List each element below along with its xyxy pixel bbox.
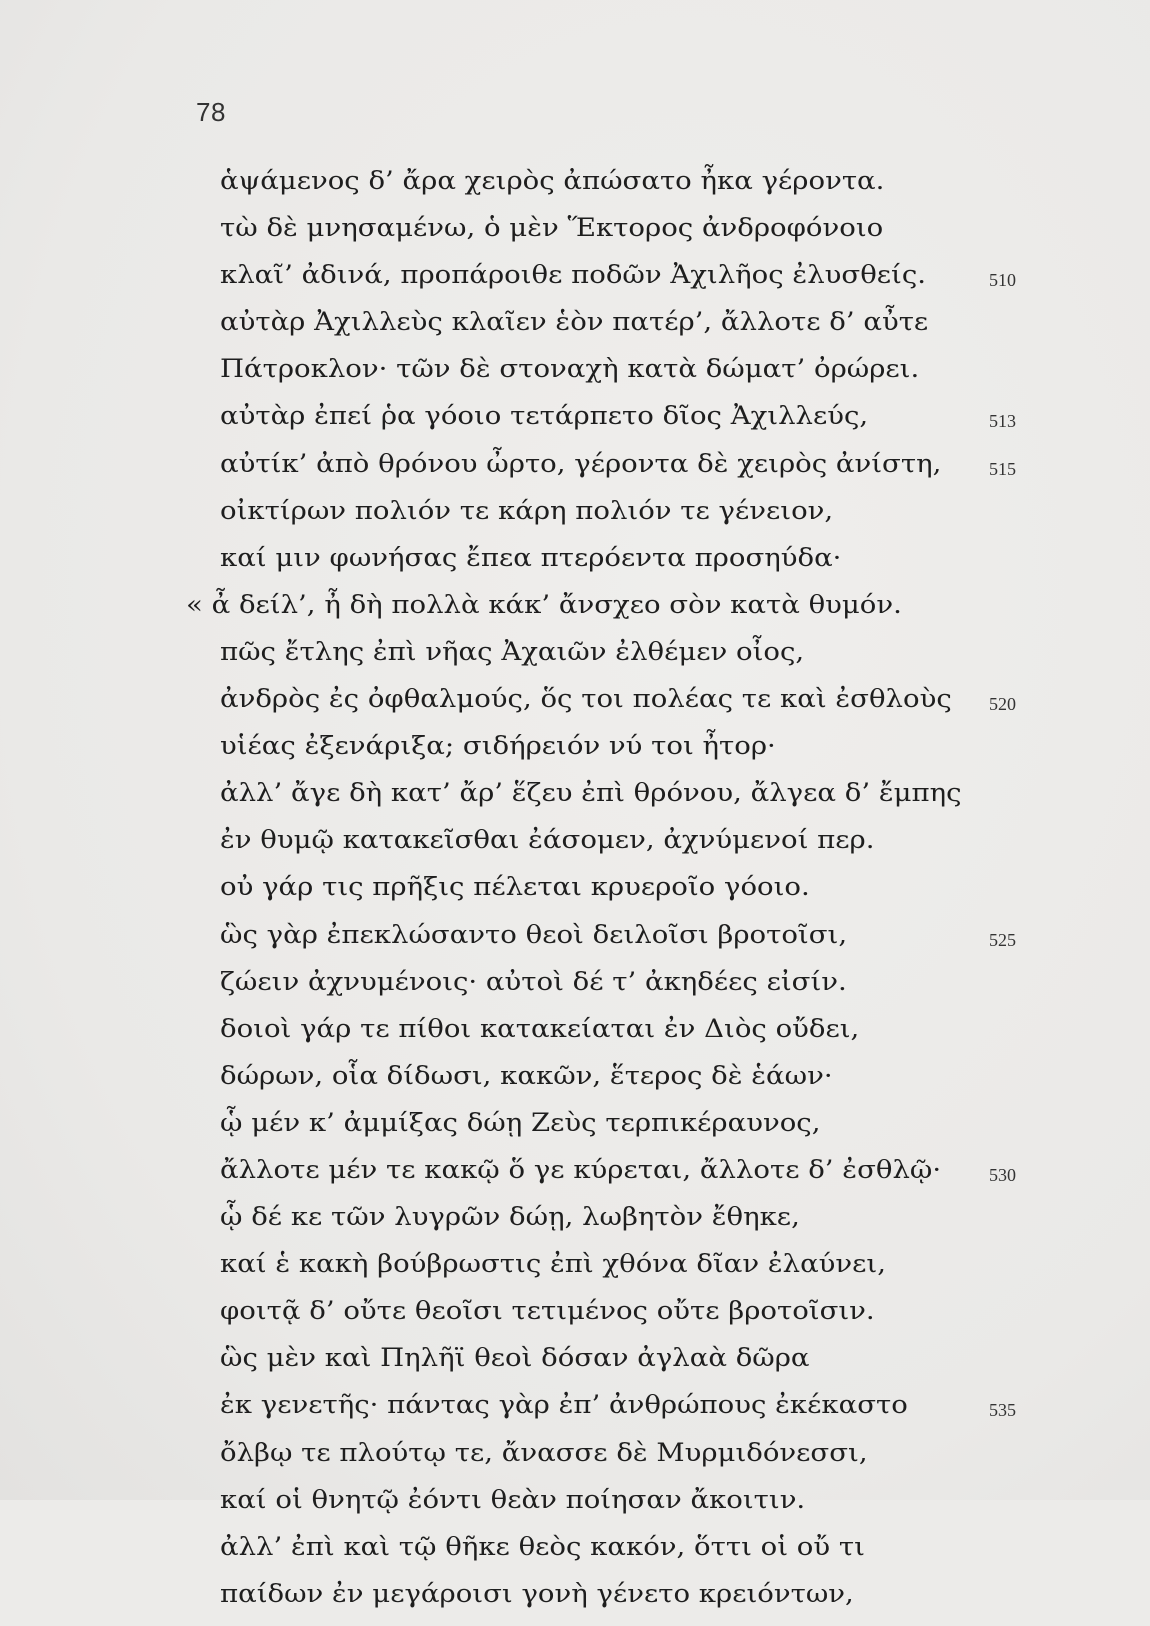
verse-text: « ἆ δείλ’, ἦ δὴ πολλὰ κάκ’ ἄνσχεο σὸν κατὰ θυμόν. xyxy=(186,589,902,620)
verse-text: ἀνδρὸς ἐς ὀφθαλμούς, ὅς τοι πολέας τε καὶ ἐσθλοὺς xyxy=(220,684,952,715)
verse-text: οἰκτίρων πολιόν τε κάρη πολιόν τε γένειον, xyxy=(220,495,834,526)
verse-text: ἐν θυμῷ κατακεῖσθαι ἐάσομεν, ἀχνύμενοί περ. xyxy=(220,825,875,856)
verse-text: καί μιν φωνήσας ἔπεα πτερόεντα προσηύδα· xyxy=(220,542,842,573)
page-number: 78 xyxy=(196,97,226,127)
verse-line xyxy=(0,1532,1150,1579)
verse-line xyxy=(0,637,1150,684)
verse-text: ἀλλ’ ἄγε δὴ κατ’ ἄρ’ ἕζευ ἐπὶ θρόνου, ἄλγεα δ’ ἔμπης xyxy=(220,778,962,809)
verse-text: ζώειν ἀχνυμένοις· αὐτοὶ δέ τ’ ἀκηδέες εἰσίν. xyxy=(220,966,847,997)
verse-line xyxy=(0,260,1150,307)
verse-text: αὐτὰρ ἐπεί ῥα γόοιο τετάρπετο δῖος Ἀχιλλεύς, xyxy=(220,401,869,432)
verse-text: ὄλβῳ τε πλούτῳ τε, ἄνασσε δὲ Μυρμιδόνεσσι, xyxy=(220,1437,868,1468)
verse-text: αὐτὰρ Ἀχιλλεὺς κλαῖεν ἑὸν πατέρ’, ἄλλοτε δ’ αὖτε xyxy=(220,307,929,338)
verse-line xyxy=(0,166,1150,213)
verse-line xyxy=(0,449,1150,496)
verse-text: ἐκ γενετῆς· πάντας γὰρ ἐπ’ ἀνθρώπους ἐκέκαστο xyxy=(220,1390,908,1421)
verse-line xyxy=(0,778,1150,825)
verse-text: ἀλλ’ ἐπὶ καὶ τῷ θῆκε θεὸς κακόν, ὅττι οἱ οὔ τι xyxy=(220,1531,865,1562)
line-number: 530 xyxy=(989,1164,1016,1185)
verse-line xyxy=(0,920,1150,967)
verse-line xyxy=(0,1485,1150,1532)
line-number: 535 xyxy=(989,1400,1016,1421)
verse-line xyxy=(0,1202,1150,1249)
verse-text: ἄλλοτε μέν τε κακῷ ὅ γε κύρεται, ἄλλοτε δ’ ἐσθλῷ· xyxy=(220,1154,942,1185)
verse-line xyxy=(0,496,1150,543)
verse-text: δώρων, οἷα δίδωσι, κακῶν, ἕτερος δὲ ἑάων· xyxy=(220,1060,833,1091)
verse-line xyxy=(0,967,1150,1014)
verse-text: φοιτᾷ δ’ οὔτε θεοῖσι τετιμένος οὔτε βροτοῖσιν. xyxy=(220,1296,875,1327)
verse-text: υἱέας ἐξενάριξα; σιδήρειόν νύ τοι ἦτορ· xyxy=(220,731,776,762)
verse-text: καί ἑ κακὴ βούβρωστις ἐπὶ χθόνα δῖαν ἐλαύνει, xyxy=(220,1249,886,1280)
verse-text: ὣς μὲν καὶ Πηλῆϊ θεοὶ δόσαν ἀγλαὰ δῶρα xyxy=(220,1343,810,1374)
verse-line xyxy=(0,1343,1150,1390)
verse-line xyxy=(0,684,1150,731)
line-number: 513 xyxy=(989,411,1016,432)
verse-line xyxy=(0,401,1150,448)
verse-line xyxy=(0,354,1150,401)
verse-line xyxy=(0,1296,1150,1343)
line-number: 510 xyxy=(989,270,1016,291)
verse-text: ᾧ δέ κε τῶν λυγρῶν δώῃ, λωβητὸν ἔθηκε, xyxy=(220,1202,800,1233)
verse-text: Πάτροκλον· τῶν δὲ στοναχὴ κατὰ δώματ’ ὀρώρει. xyxy=(220,354,920,385)
verse-block xyxy=(0,166,1150,1626)
verse-line xyxy=(0,1108,1150,1155)
verse-line xyxy=(0,872,1150,919)
verse-line xyxy=(0,1579,1150,1626)
verse-line xyxy=(0,590,1150,637)
verse-line xyxy=(0,1249,1150,1296)
verse-line xyxy=(0,825,1150,872)
verse-text: πῶς ἔτλης ἐπὶ νῆας Ἀχαιῶν ἐλθέμεν οἶος, xyxy=(220,636,805,667)
verse-text: παίδων ἐν μεγάροισι γονὴ γένετο κρειόντων, xyxy=(220,1578,854,1609)
verse-text: κλαῖ’ ἀδινά, προπάροιθε ποδῶν Ἀχιλῆος ἐλυσθείς. xyxy=(220,260,927,291)
verse-text: δοιοὶ γάρ τε πίθοι κατακείαται ἐν Διὸς οὔδει, xyxy=(220,1013,860,1044)
verse-line xyxy=(0,1014,1150,1061)
verse-text: αὐτίκ’ ἀπὸ θρόνου ὦρτο, γέροντα δὲ χειρὸς ἀνίστη, xyxy=(220,448,942,479)
verse-text: ᾧ μέν κ’ ἀμμίξας δώῃ Ζεὺς τερπικέραυνος, xyxy=(220,1107,821,1138)
line-number: 520 xyxy=(989,694,1016,715)
line-number: 515 xyxy=(989,458,1016,479)
line-number: 525 xyxy=(989,929,1016,950)
verse-text: καί οἱ θνητῷ ἐόντι θεὰν ποίησαν ἄκοιτιν. xyxy=(220,1484,806,1515)
verse-line xyxy=(0,1438,1150,1485)
verse-line xyxy=(0,731,1150,778)
verse-line xyxy=(0,213,1150,260)
verse-text: ὣς γὰρ ἐπεκλώσαντο θεοὶ δειλοῖσι βροτοῖσι, xyxy=(220,919,848,950)
verse-text: οὐ γάρ τις πρῆξις πέλεται κρυεροῖο γόοιο. xyxy=(220,872,810,903)
verse-line xyxy=(0,1390,1150,1437)
verse-text: τὼ δὲ μνησαμένω, ὁ μὲν Ἕκτορος ἀνδροφόνοιο xyxy=(220,213,884,244)
verse-line xyxy=(0,307,1150,354)
verse-line xyxy=(0,1061,1150,1108)
verse-line xyxy=(0,543,1150,590)
verse-line xyxy=(0,1155,1150,1202)
verse-text: ἁψάμενος δ’ ἄρα χειρὸς ἀπώσατο ἦκα γέροντα. xyxy=(220,166,885,196)
